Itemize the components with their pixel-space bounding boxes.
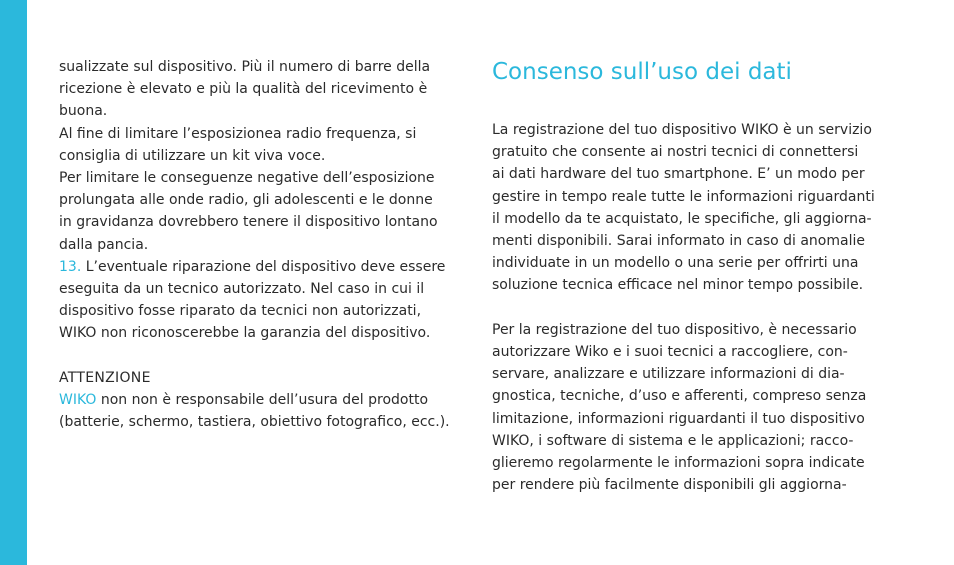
paragraph-hands-free bbox=[59, 123, 452, 167]
left-column bbox=[59, 56, 452, 433]
text-line: individuate in un modello o una serie per offrirti una bbox=[492, 255, 859, 272]
spacer bbox=[59, 345, 452, 367]
text-line: ai dati hardware del tuo smartphone. E’ un modo per bbox=[492, 166, 865, 183]
warning-block bbox=[59, 367, 452, 434]
spacer bbox=[492, 297, 885, 319]
text-line: gnostica, tecniche, d’uso e afferenti, compreso senza bbox=[492, 388, 867, 405]
text-line: WIKO non riconoscerebbe la garanzia del dispositivo. bbox=[59, 325, 431, 342]
text-line: glieremo regolarmente le informazioni sopra indicate bbox=[492, 455, 865, 472]
right-column bbox=[492, 119, 885, 496]
text-line: La registrazione del tuo dispositivo WIKO è un servizio bbox=[492, 122, 872, 138]
paragraph-radio-exposure bbox=[59, 167, 452, 256]
brand-name: WIKO bbox=[59, 392, 97, 409]
text-line bbox=[59, 389, 452, 411]
text-line: servare, analizzare e utilizzare informazioni di dia- bbox=[492, 366, 845, 383]
paragraph-registration bbox=[492, 119, 885, 297]
text-line: sualizzate sul dispositivo. Più il numero di barre della bbox=[59, 59, 431, 75]
text-line: WIKO, i software di sistema e le applicazioni; racco- bbox=[492, 432, 854, 449]
text-line: il modello da te acquistato, le specifiche, gli aggiorna- bbox=[492, 210, 872, 227]
text-line: (batterie, schermo, tastiera, obiettivo fotografico, ecc.). bbox=[59, 414, 450, 431]
text-line: Per la registrazione del tuo dispositivo, è necessario bbox=[492, 321, 857, 338]
text-line: buona. bbox=[59, 103, 108, 120]
text-line: consiglia di utilizzare un kit viva voce. bbox=[59, 147, 326, 164]
text-line: menti disponibili. Sarai informato in caso di anomalie bbox=[492, 233, 865, 250]
paragraph-item-13 bbox=[59, 256, 452, 345]
warning-title: ATTENZIONE bbox=[59, 369, 151, 386]
text-line: gestire in tempo reale tutte le informazioni riguardanti bbox=[492, 188, 875, 205]
paragraph-authorization bbox=[492, 319, 885, 497]
item-number: 13. bbox=[59, 258, 82, 275]
text-line: dalla pancia. bbox=[59, 236, 149, 253]
side-accent-bar bbox=[0, 0, 27, 565]
text-line: gratuito che consente ai nostri tecnici di connettersi bbox=[492, 144, 859, 161]
text-line: per rendere più facilmente disponibili gli aggiorna- bbox=[492, 477, 847, 494]
text-line: limitazione, informazioni riguardanti il tuo dispositivo bbox=[492, 410, 865, 427]
text-line bbox=[59, 256, 452, 278]
item-text: L’eventuale riparazione del dispositivo deve essere bbox=[81, 258, 446, 275]
text-line: autorizzare Wiko e i suoi tecnici a raccogliere, con- bbox=[492, 344, 848, 361]
text-line: Per limitare le conseguenze negative dell’esposizione bbox=[59, 170, 435, 187]
text-line: in gravidanza dovrebbero tenere il dispositivo lontano bbox=[59, 214, 438, 231]
paragraph-signal-bars bbox=[59, 56, 452, 123]
text-line: ricezione è elevato e più la qualità del ricevimento è bbox=[59, 81, 428, 98]
text-line: Al fine di limitare l’esposizionea radio frequenza, si bbox=[59, 125, 417, 142]
section-title: Consenso sull’uso dei dati bbox=[492, 59, 792, 85]
warning-text: non non è responsabile dell’usura del prodotto bbox=[96, 392, 429, 409]
text-line: dispositivo fosse riparato da tecnici non autorizzati, bbox=[59, 303, 422, 320]
text-line: prolungata alle onde radio, gli adolescenti e le donne bbox=[59, 192, 433, 209]
text-line: soluzione tecnica efficace nel minor tempo possibile. bbox=[492, 277, 864, 294]
text-line: eseguita da un tecnico autorizzato. Nel caso in cui il bbox=[59, 281, 425, 298]
